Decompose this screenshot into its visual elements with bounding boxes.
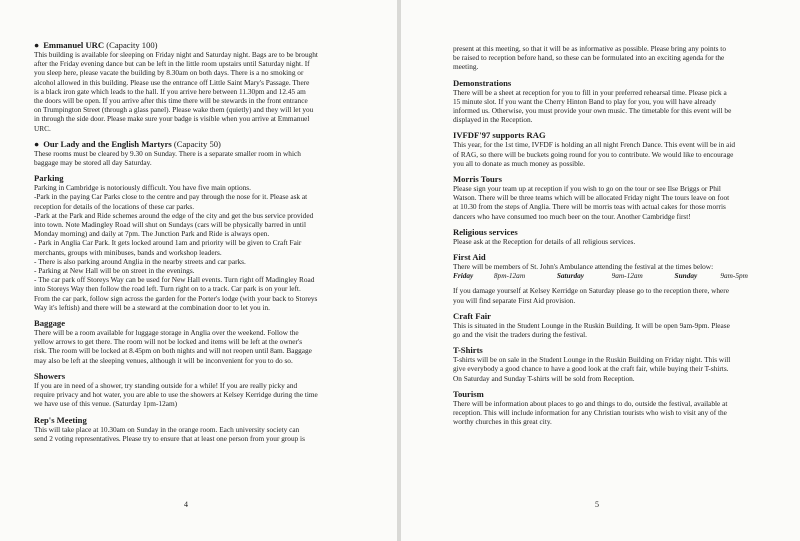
right-page — [401, 0, 800, 541]
left-section-4 — [34, 371, 375, 409]
section-body: T-shirts will be on sale in the Student Lounge in the Ruskin Building on Friday night. This will give everybody a good chance to have a good look at the craft fair, while buying their T-shirts. On Saturday and Sunday T-shirts will be sold from Reception. — [453, 355, 731, 383]
aid-time: 9am-12am — [611, 271, 643, 281]
page-number-left: 4 — [184, 500, 188, 509]
aid-day: Friday — [453, 271, 474, 281]
section-heading — [453, 174, 776, 184]
left-section-1 — [34, 139, 375, 167]
right-section-b2 — [453, 389, 776, 427]
left-page — [0, 0, 397, 541]
right-section-b1 — [453, 345, 776, 383]
section-body: There will be members of St. John's Ambulance attending the festival at the times below: — [453, 262, 714, 272]
section-body: This year, for the 1st time, IVFDF is holding an all night French Dance. This event will be in aid of RAG, so there will be buckets going round for you to contribute. We would like to encourage you all to donate as much money as possible. — [453, 140, 736, 168]
section-heading — [453, 227, 776, 237]
heading-text: Tourism — [453, 388, 484, 399]
section-heading: First Aid — [453, 252, 486, 263]
section-heading — [453, 130, 776, 140]
right-section-0 — [453, 78, 776, 125]
heading-text: T-Shirts — [453, 345, 483, 356]
section-body: If you damage yourself at Kelsey Kerridge on Saturday please go to the reception there, where you will find separate First Aid provision. — [453, 286, 729, 305]
right-section-1 — [453, 130, 776, 168]
section-body: There will be a sheet at reception for you to fill in your preferred rehearsal time. Please pick a 15 minute slot. If you want the Cherry Hinton Band to play for you, you will have already informed us. Otherwise, you must provide your own music. The timetable for this event will be displayed in the Reception. — [453, 87, 732, 125]
heading-text: Emmanuel URC — [43, 40, 105, 50]
right-section-b0 — [453, 311, 776, 339]
section-body: This is situated in the Student Lounge in the Ruskin Building. It will be open 9am-9pm. Please go and the visit the traders during the festival. — [453, 320, 730, 340]
section-heading — [34, 415, 375, 425]
aid-time: 8pm-12am — [493, 271, 526, 281]
section-body: Please sign your team up at reception if you wish to go on the tour or see Ilse Briggs or Phil Watson. There will be three teams which will be allocated Friday night The tours leave on foot at 10.30 from the steps of Anglia. There will be morris teas with actual cakes for those morris dancers who have consumed too much beer on the tour. Another Cambridge first! — [453, 184, 730, 221]
heading-text: Rep's Meeting — [34, 414, 87, 425]
capacity-note: (Capacity 50) — [173, 138, 221, 149]
heading-text: Craft Fair — [453, 310, 491, 321]
first-aid-section — [453, 252, 776, 305]
section-heading — [34, 318, 375, 328]
bullet-icon: ● — [34, 40, 40, 50]
section-body: These rooms must be cleared by 9.30 on Sunday. There is a separate smaller room in which baggage may be stored all day Saturday. — [34, 148, 301, 168]
section-heading — [34, 40, 375, 50]
section-body: This will take place at 10.30am on Sunday in the orange room. Each university society can send 2 voting representatives. Please try to ensure that at least one person from your group is — [34, 424, 305, 443]
section-body: There will be information about places to go and things to do, outside the festival, available at reception. This will include information for any Christian tourists who wish to visit any of the worthy churches in this great city. — [453, 398, 728, 427]
left-section-5 — [34, 415, 375, 443]
section-heading — [453, 345, 776, 355]
section-body: This building is available for sleeping on Friday night and Saturday night. Bags are to be brought after the Friday evening dance but can be left in the little room upstairs until Saturday night. If you sleep here, please vacate the building by 8.30am on both days. There is a no smoking or alcohol allowed in this building. Please use the entrance off Little Saint Mary's Passage. There is a black iron gate which leads to the hall. If you arrive here between 11.30pm and 12.45 am the doors will be open. If you arrive after this time there will be stewards in the front entrance on Trumpington Street (through a glass panel). Please wake them (quietly) and they will let you in through the side door. Please make sure your badge is visible when you arrive at Emmanuel URC. — [34, 50, 318, 133]
section-body: There will be a room available for luggage storage in Anglia over the weekend. Follow the yellow arrows to get there. The room will not be locked and items will be left at the owner's risk. The room will be locked at 8.45pm on both nights and will not reopen until 8am. Baggage may also be left at the sleeping venues, although it will be inconvenient for you to do so. — [34, 328, 312, 365]
section-body: If you are in need of a shower, try standing outside for a while! If you are really picky and require privacy and hot water, you are able to use the showers at Kelsey Kerridge during the time we have use of this venue. (Saturday 1pm-12am) — [34, 380, 318, 409]
left-section-0 — [34, 40, 375, 133]
heading-text: Morris Tours — [453, 174, 502, 185]
bullet-icon: ● — [34, 138, 40, 149]
heading-text: Showers — [34, 370, 66, 381]
section-heading — [34, 173, 375, 183]
section-heading — [453, 389, 776, 399]
heading-text: Our Lady and the English Martyrs — [43, 138, 172, 149]
section-body: Please ask at the Reception for details of all religious services. — [453, 236, 636, 246]
heading-text: Religious services — [453, 226, 518, 237]
aid-day: Sunday — [674, 271, 698, 281]
section-heading — [34, 139, 375, 149]
heading-text: Baggage — [34, 318, 66, 329]
heading-text: IVFDF'97 supports RAG — [453, 130, 546, 141]
capacity-note: (Capacity 100) — [106, 40, 158, 50]
aid-time: 9am-5pm — [720, 271, 748, 281]
left-section-2 — [34, 173, 375, 312]
section-heading — [453, 78, 776, 88]
first-aid-times — [453, 271, 776, 280]
aid-day: Saturday — [556, 271, 584, 281]
page-number-right: 5 — [595, 500, 599, 509]
left-section-3 — [34, 318, 375, 365]
heading-text: Demonstrations — [453, 77, 512, 88]
section-body: Parking in Cambridge is notoriously difficult. You have five main options. -Park in the paying Car Parks close to the centre and pay through the nose for it. Please ask at reception for details of the locations of these car parks. -Park at the Park and Ride schemes around the edge of the city and get the bus service provided into town. Note Madingley Road will shut on Sundays (cars will be physically barred in until Monday morning) and daily at 7pm. The Junction Park and Ride is always open. - Park in Anglia Car Park. It gets locked around 1am and priority will be given to Craft Fair merchants, groups with minibuses, bands and workshop leaders. - There is also parking around Anglia in the nearby streets and car parks. - Parking at New Hall will be on street in the evenings. - The car park off Storeys Way can be used for New Hall events. Turn right off Madingley Road into Storeys Way then follow the road left. Turn right on to a track. Car park is on your left. From the car park, follow sign across the garden for the Porter's lodge (with your back to Storeys Way it's leftish) and there will be a steward at the combination door to let you in. — [34, 183, 318, 312]
right-section-2 — [453, 174, 776, 221]
right-section-3 — [453, 227, 776, 246]
heading-text: Parking — [34, 173, 64, 184]
continued-text: present at this meeting, so that it will be as informative as possible. Please bring any points to be raised to reception before hand, so these can be formulated into an exciting agenda for the meeting. — [453, 44, 726, 72]
section-heading — [34, 371, 375, 381]
section-heading — [453, 311, 776, 321]
